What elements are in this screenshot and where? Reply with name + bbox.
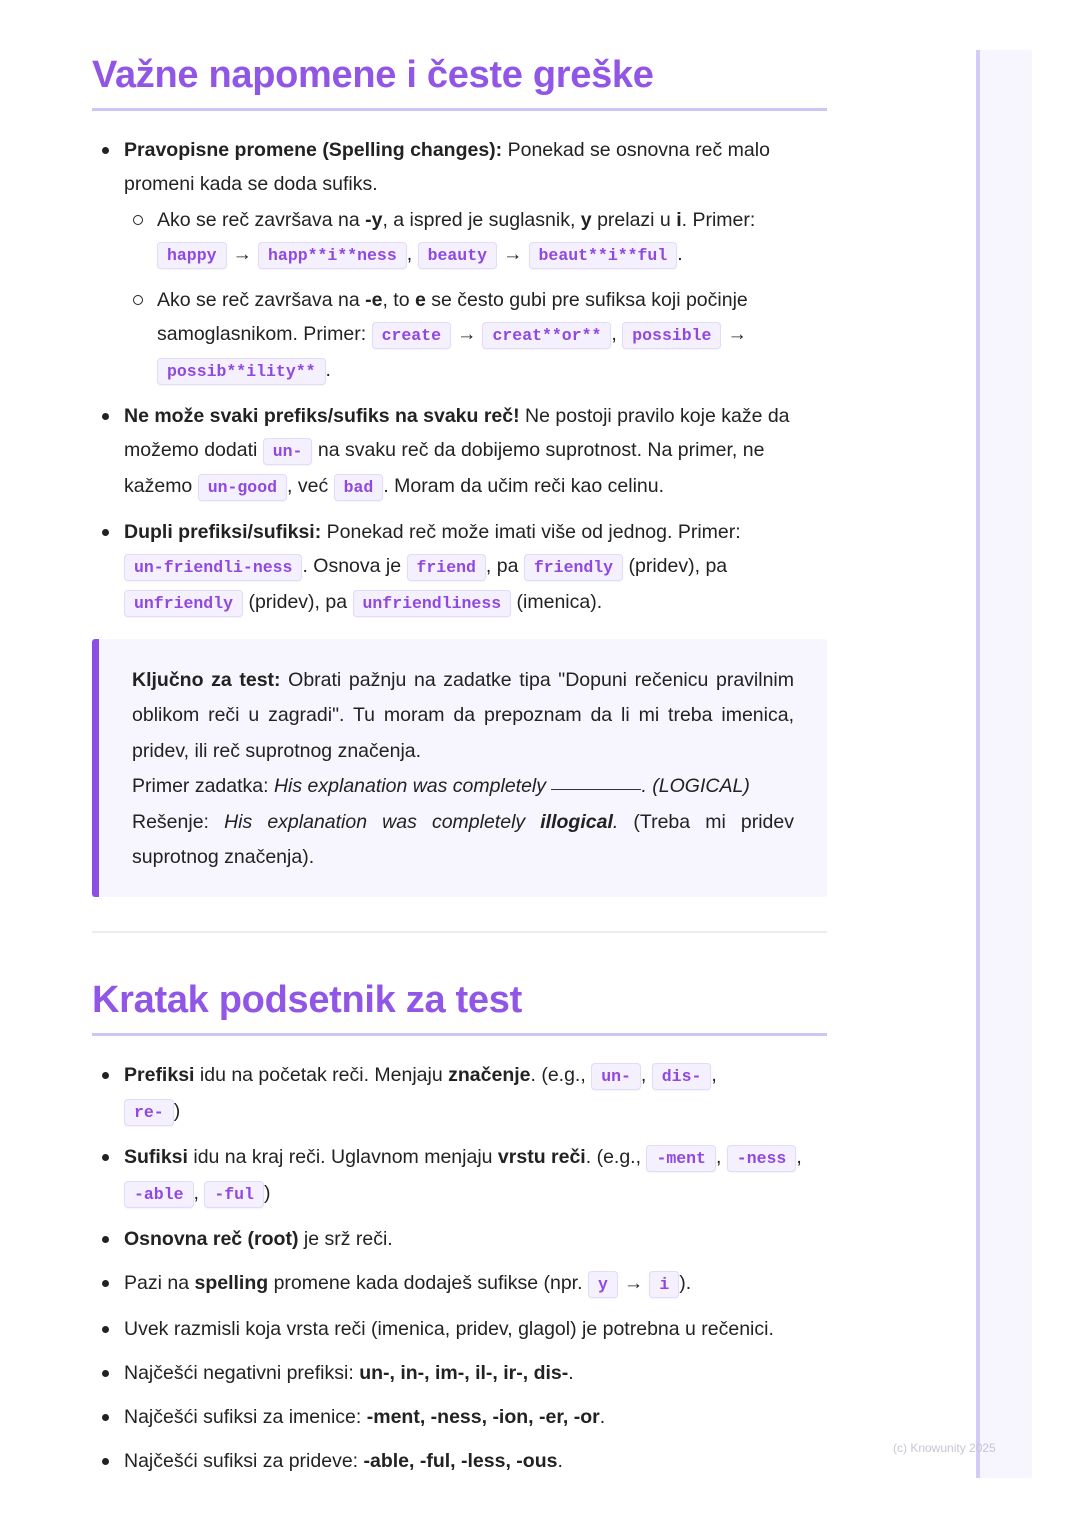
document-content: [92, 52, 827, 1488]
code-example: bad: [334, 474, 384, 501]
callout-text: Ključno za test: Obrati pažnju na zadatke tipa "Dopuni rečenicu pravilnim oblikom reči u zagradi". Tu moram da prepoznam da li mi treba imenica, pridev, ili reč suprotnog značenja.: [132, 669, 794, 762]
list-item-adjective-suffixes: Najčešći sufiksi za prideve: -able, -ful, -less, -ous.: [92, 1444, 827, 1478]
list-item-negative-prefixes: Najčešći negativni prefiksi: un-, in-, im-, il-, ir-, dis-.: [92, 1356, 827, 1390]
list-item-not-every-affix: Ne može svaki prefiks/sufiks na svaku reč! Ne postoji pravilo koje kaže da možemo dodati un- na svaku reč da dobijemo suprotnost. Na primer, ne kažemo un-good , već bad . Moram da učim reči kao celinu.: [92, 399, 827, 505]
section-title-reminder: Kratak podsetnik za test: [92, 977, 827, 1036]
fill-in-blank: [551, 789, 641, 790]
callout-example: Primer zadatka: His explanation was completely . (LOGICAL): [132, 775, 750, 798]
code-example: create: [372, 322, 451, 349]
side-margin-panel: [976, 50, 1032, 1478]
code-example: beauty: [418, 242, 497, 269]
arrow-icon: →: [456, 323, 477, 345]
list-item-spelling-changes: Pravopisne promene (Spelling changes): Ponekad se osnovna reč malo promeni kada se doda sufiks. Ako se reč završava na -y, a ispred je suglasnik, y prelazi u i. Primer: happy → happ**i**ness , beauty → beaut**i**ful . Ako se reč završava na -e, to e se često gubi pre sufiksa koji počinje samoglasnikom. Primer: create → creat**or** , possible → possib**ility** .: [92, 133, 827, 389]
code-example: -ful: [204, 1181, 264, 1208]
list-item-rule-e: Ako se reč završava na -e, to e se često gubi pre sufiksa koji počinje samoglasnikom. Primer: create → creat**or** , possible → possib**ility** .: [124, 283, 827, 389]
list-item-rule-y: Ako se reč završava na -y, a ispred je suglasnik, y prelazi u i. Primer: happy → happ**i**ness , beauty → beaut**i**ful .: [124, 203, 827, 273]
code-example: re-: [124, 1099, 174, 1126]
copyright-footer: (c) Knowunity 2025: [893, 1441, 996, 1455]
list-item-word-type: Uvek razmisli koja vrsta reči (imenica, pridev, glagol) je potrebna u rečenici.: [92, 1312, 827, 1346]
code-example: -ment: [646, 1145, 716, 1172]
code-example: unfriendly: [124, 590, 243, 617]
code-example: possible: [622, 322, 721, 349]
list-item-root: Osnovna reč (root) je srž reči.: [92, 1222, 827, 1256]
code-example: un-friendli-ness: [124, 554, 302, 581]
arrow-icon: →: [727, 323, 747, 345]
callout-solution: Rešenje: His explanation was completely illogical. (Treba mi pridev suprotnog značenja).: [132, 810, 794, 869]
code-example: un-: [591, 1063, 641, 1090]
code-example: -able: [124, 1181, 194, 1208]
test-tip-callout: [92, 639, 827, 897]
code-example: y: [588, 1271, 618, 1298]
code-example: dis-: [652, 1063, 712, 1090]
code-example: un-good: [198, 474, 287, 501]
list-item-prefixes: Prefiksi idu na početak reči. Menjaju značenje. (e.g., un- , dis- , re- ): [92, 1058, 827, 1130]
code-example: friendly: [524, 554, 623, 581]
arrow-icon: →: [503, 243, 523, 265]
list-item-noun-suffixes: Najčešći sufiksi za imenice: -ment, -ness, -ion, -er, -or.: [92, 1400, 827, 1434]
arrow-icon: →: [623, 1272, 644, 1295]
code-example: un-: [263, 438, 313, 465]
code-example: unfriendliness: [353, 590, 512, 617]
list-item-double-affixes: Dupli prefiksi/sufiksi: Ponekad reč može imati više od jednog. Primer: un-friendli-ness . Osnova je friend , pa friendly (pridev), pa unfriendly (pridev), pa unfriendliness (imenica).: [92, 515, 827, 621]
code-example: friend: [407, 554, 486, 581]
arrow-icon: →: [232, 243, 253, 265]
section-divider: [92, 931, 827, 933]
code-example: beaut**i**ful: [529, 242, 678, 269]
list-item-suffixes: Sufiksi idu na kraj reči. Uglavnom menjaju vrstu reči. (e.g., -ment , -ness , -able , -ful ): [92, 1140, 827, 1212]
code-example: possib**ility**: [157, 358, 326, 385]
spelling-sublist: [124, 203, 827, 389]
reminder-list: [92, 1058, 827, 1478]
code-example: -ness: [727, 1145, 797, 1172]
code-example: i: [649, 1271, 679, 1298]
list-item-spelling: Pazi na spelling promene kada dodaješ sufikse (npr. y → i ).: [92, 1266, 827, 1302]
code-example: creat**or**: [482, 322, 611, 349]
section-title-notes: Važne napomene i česte greške: [92, 52, 827, 111]
notes-list: [92, 133, 827, 621]
code-example: happ**i**ness: [258, 242, 407, 269]
code-example: happy: [157, 242, 227, 269]
